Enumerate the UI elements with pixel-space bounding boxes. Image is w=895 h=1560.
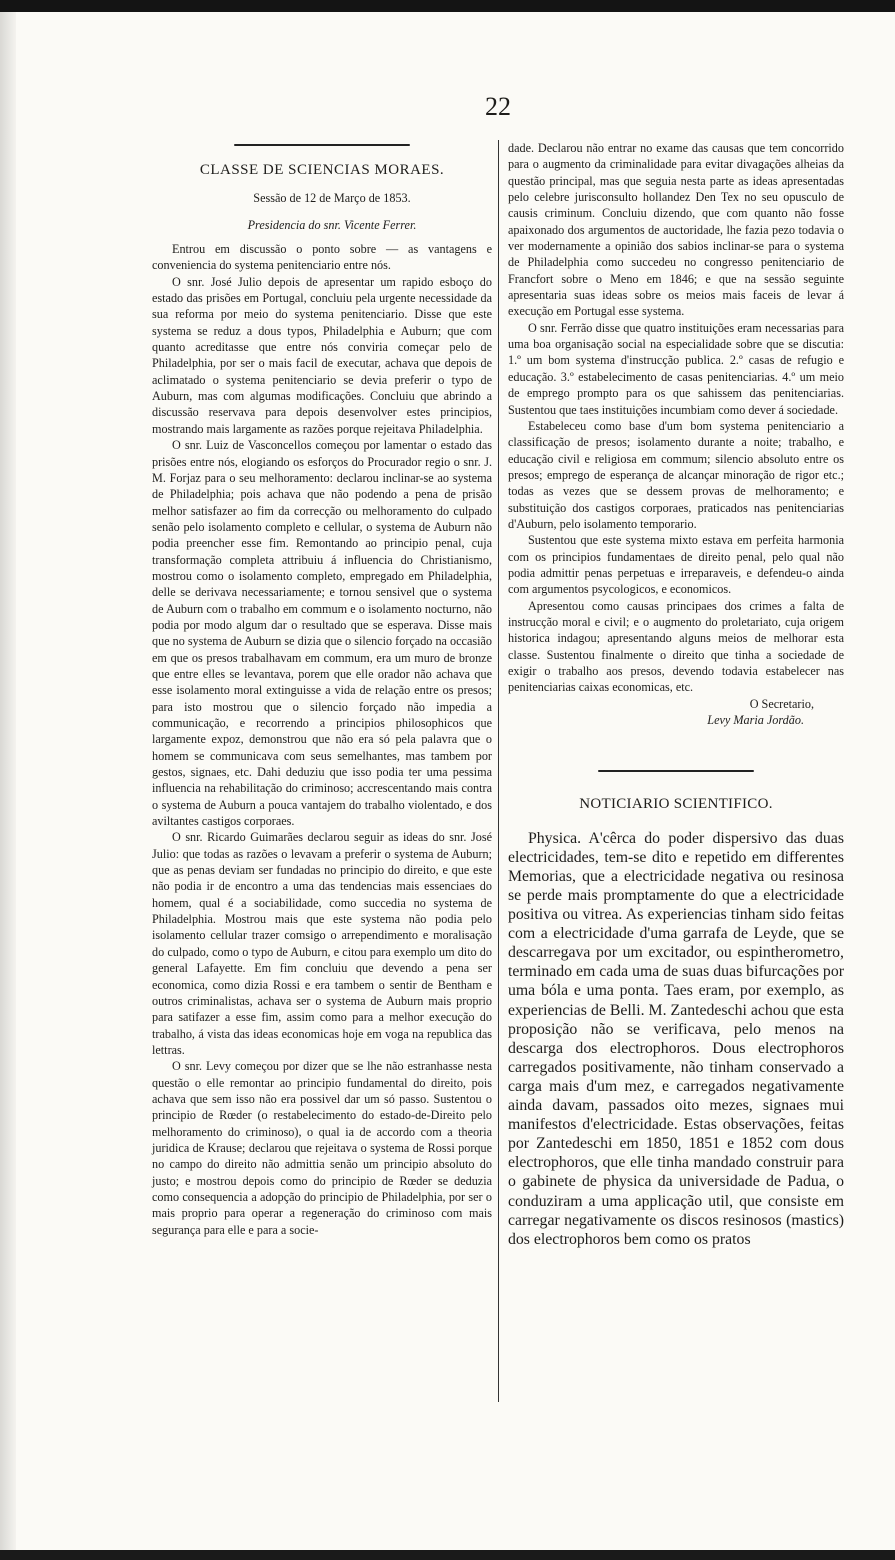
- paragraph: O snr. Ricardo Guimarães declarou seguir as ideas do snr. José Julio: que todas as razões o levavam a preferir o systema de Auburn; que as penas deviam ser fundadas no principio do direito, e que este não podia ir de encontro a uma das tendencias mais essenciaes do homem, qual é a sociabilidade, como succedia no systema de Philadelphia. Mostrou mais que este systema não podia pelo isolamento cellular trazer comsigo o arrependimento e moralisação do culpado, como o typo de Auburn, e citou para exemplo um dito do general Lafayette. Em fim concluiu que devendo a pena ser economica, como dizia Rossi e era tambem o sentir de Bentham e outros criminalistas, achava ser o systema de Auburn mais proprio para satifazer a esse fim, assim como para a melhor execução do trabalho, á vista das ideas economicas hoje em voga na republica das lettras.: [152, 830, 492, 1057]
- paragraph: O snr. José Julio depois de apresentar um rapido esboço do estado das prisões em Portugal, concluiu pela urgente necessidade da sua reforma por meio do systema penitenciario. Disse que este systema se reduz a dous typos, Philadelphia e Auburn; que com quanto acreditasse que entre nós conviria começar pelo de Philadelphia, por ser o mais facil de executar, achava que depois de aclimatado o systema penitenciario se devia preferir o typo de Auburn, mas com algumas modificações. Concluiu que abrindo a discussão reservava para depois desenvolver estes principios, mostrando mais largamente as razões porque rejeitava Philadelphia.: [152, 274, 492, 436]
- noticiario-title: NOTICIARIO SCIENTIFICO.: [579, 796, 773, 813]
- paragraph: Estabeleceu como base d'um bom systema penitenciario a classificação de presos; isolamento durante a noite; trabalho, e educação civil e religiosa em commum; silencio absoluto entre os presos; emprego de esperança de alcançar minoração de rigor etc.; todas as vezes que se dessem provas de melhoramento; e substituição dos castigos corporaes, praticados nas penitenciarias d'Auburn, pelo isolamento temporario.: [508, 418, 844, 531]
- noticiario-paragraph: Physica. A'cêrca do poder dispersivo das duas electricidades, tem-se dito e repetido em differentes Memorias, que a electricidade negativa ou resinosa se perde mais promptamente do que a electricidade positiva ou vitrea. As experiencias tinham sido feitas com a electricidade d'uma garrafa de Leyde, que se descarregava por um excitador, ou espintherometro, terminado em cada uma de suas duas bifurcações por uma bóla e uma ponta. Taes eram, por exemplo, as experiencias de Belli. M. Zantedeschi achou que esta proposição não se verificava, pelo menos na descarga dos electrophoros. Dous electrophoros carregados positivamente, não tinham conservado a carga mais d'um mez, e carregados negativamente ainda davam, passados oito mezes, signaes mui manifestos d'electricidade. Estas observações, feitas por Zantedeschi em 1850, 1851 e 1852 com dous electrophoros, que elle tinha mandado construir para o gabinete de physica da universidade de Padua, o conduziram a uma applicação util, que consiste em carregar negativamente os discos resinosos (mastics) dos electrophoros bem como os pratos: [508, 829, 844, 1248]
- presidency-line: Presidencia do snr. Vicente Ferrer.: [247, 217, 417, 232]
- page-number: 22: [485, 92, 511, 121]
- session-line: Sessão de 12 de Março de 1853.: [253, 191, 411, 206]
- signature-name: Levy Maria Jordão.: [707, 713, 804, 728]
- paragraph: Sustentou que este systema mixto estava em perfeita harmonia com os principios fundamentaes de direito penal, pelo qual não podia admittir penas perpetuas e irreparaveis, e defendeu-o ainda com argumentos psycologicos, e economicos.: [508, 533, 844, 597]
- scan-bottom-edge: [0, 1550, 895, 1560]
- noticiario-body: [508, 829, 844, 1249]
- paragraph: Entrou em discussão o ponto sobre — as vantagens e conveniencia do systema penitenciario entre nós.: [152, 242, 492, 273]
- scan-top-edge: [0, 0, 895, 12]
- paragraph: dade. Declarou não entrar no exame das causas que tem concorrido para o augmento da criminalidade para evitar divagações alheias da questão principal, mas que seguia nesta parte as ideas apresentadas pelo celebre jurisconsulto hollandez Den Tex no seu opusculo de causis criminum. Concluiu dizendo, que com quanto não fosse apaixonado dos argumentos de auctoridade, lhe fazia pezo todavia o ver modernamente a opinião dos sabios inclinar-se para o systema de Philadelphia como succedeu no congresso penitenciario de Francfort sobre o Meno em 1846; e que na sessão seguinte apresentaria suas ideas sobre os meios mais faceis de levar á execução em Portugal esse systema.: [508, 141, 844, 319]
- section-title: CLASSE DE SCIENCIAS MORAES.: [199, 162, 445, 178]
- section-rule: [234, 144, 410, 146]
- page-gutter: [0, 12, 16, 1550]
- paragraph: O snr. Ferrão disse que quatro instituições eram necessarias para uma boa organisação social na especialidade sobre que se discutia: 1.º um bom systema d'instrucção publica. 2.º casas de refugio e educação. 3.º estabelecimento de casas penitenciarias. 4.º um meio de emprego prompto para os que sahissem das penitenciarias. Sustentou que taes instituições incumbiam como dever á sociedade.: [508, 320, 844, 417]
- right-column: [508, 140, 844, 1249]
- left-column: [152, 140, 492, 1238]
- paragraph: O snr. Luiz de Vasconcellos começou por lamentar o estado das prisões entre nós, elogiando os esforços do Procurador regio o snr. J. M. Forjaz para o seu melhoramento: declarou inclinar-se ao systema de Philadelphia; pois achava que não podendo a pena de prisão melhor satisfazer ao fim da correcção ou melhoramento do culpado senão pelo isolamento completo e cellular, o systema de Auburn não podia preencher esse fim. Remontando ao principio penal, cuja transformação completa attribuiu á influencia do Christianismo, mostrou como o isolamento completo, empregado em Philadelphia, delle se derivava necessariamente; e tornou sensivel que o systema de Auburn com o trabalho em commum e o isolamento nocturno, não podia por modo algum dar o resultado que se esperava. Disse mais que no systema de Auburn se dizia que o silencio forçado na occasião em que os presos trabalhavam em commum, era um muro de bronze que entre elles se levantava, porem que elle orador não achava que esse isolamento moral extinguisse a vida de relação entre os presos; para isto mostrou que o silencio forçado não impedia a communicação, e recorrendo a principios philosophicos que largamente expoz, demonstrou que não era só pela palavra que o homem se communicava com seus semelhantes, mas tambem por gestos, signaes, etc. Dahi deduziu que isso podia ter uma pessima influencia na rehabilitação do criminoso; accrescentando mais contra o systema de Auburn a pouca vantajem do trabalho violentado, e dos aviltantes castigos corporaes.: [152, 438, 492, 829]
- paragraph: O snr. Levy começou por dizer que se lhe não estranhasse nesta questão o elle remontar ao principio fundamental do direito, pois achava que sem isso não era possivel dar um só passo. Sustentou o principio de Rœder (o restabelecimento do estado-de-Direito pelo melhoramento do criminoso), o qual ia de accordo com a theoria juridica de Krause; declarou que rejeitava o systema de Rossi porque no campo do direito não admittia senão um principio absoluto do justo; e mostrou depois como do principio de Rœder se deduzia como consequencia a adopção do principio de Philadelphia, por ser o mais proprio para operar a regeneração do criminoso com mais segurança para elle e para a socie-: [152, 1059, 492, 1237]
- signature-role: O Secretario,: [749, 696, 814, 711]
- section-rule: [598, 770, 754, 772]
- paragraph: Apresentou como causas principaes dos crimes a falta de instrucção moral e civil; e o augmento do proletariato, cuja origem historica indagou; apresentando alguns meios de melhorar esta classe. Sustentou finalmente o direito que tinha a sociedade de exigir o trabalho aos presos, devendo todavia estabelecer nas penitenciarias caixas economicas, etc.: [508, 598, 844, 695]
- column-divider: [498, 140, 499, 1402]
